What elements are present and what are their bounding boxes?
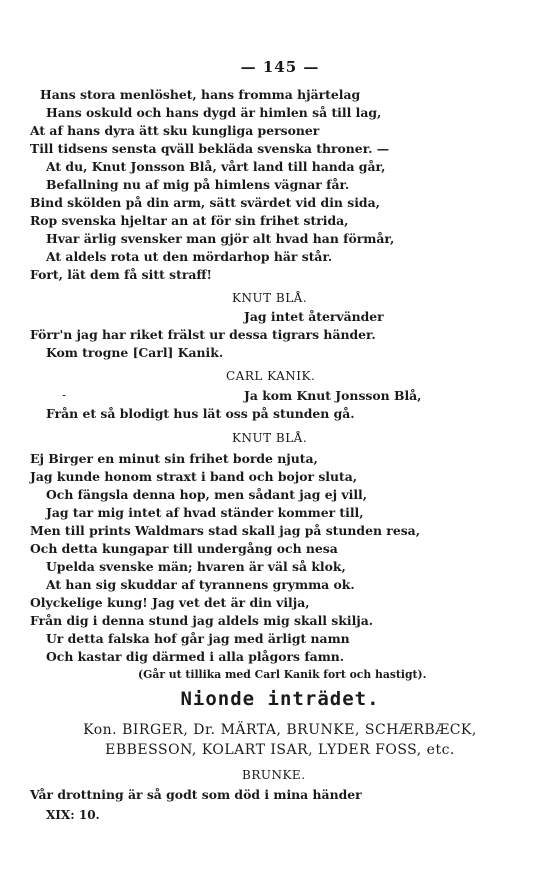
stage-direction: (Går ut tillika med Carl Kanik fort och hastigt). xyxy=(138,668,427,681)
verse-line: Till tidsens sensta qväll bekläda svenska throner. — xyxy=(30,141,390,156)
margin-mark: - xyxy=(62,388,67,402)
scene-heading: Nionde inträdet. xyxy=(180,688,380,710)
verse-line: Hans oskuld och hans dygd är himlen så till lag, xyxy=(46,105,382,120)
page-number: — 145 — xyxy=(240,58,320,76)
verse-line: Jag intet återvänder xyxy=(244,309,384,324)
verse-line: Från dig i denna stund jag aldels mig skall skilja. xyxy=(30,613,374,628)
printer-signature: XIX: 10. xyxy=(46,808,100,822)
verse-line: Hvar ärlig svensker man gjör alt hvad han förmår, xyxy=(46,231,395,246)
verse-line: Och detta kungapar till undergång och nesa xyxy=(30,541,338,556)
verse-line: Och kastar dig därmed i alla plågors famn. xyxy=(46,649,345,664)
speaker-name: BRUNKE. xyxy=(242,768,306,782)
verse-line: Och fängsla denna hop, men sådant jag ej vill, xyxy=(46,487,368,502)
speaker-name: CARL KANIK. xyxy=(226,369,316,383)
speaker-name: KNUT BLÅ. xyxy=(232,431,308,445)
verse-line: Bind skölden på din arm, sätt svärdet vid din sida, xyxy=(30,195,380,210)
verse-line: Ej Birger en minut sin frihet borde njuta, xyxy=(30,451,318,466)
verse-line: Vår drottning är så godt som död i mina händer xyxy=(30,787,362,802)
speaker-name: KNUT BLÅ. xyxy=(232,291,308,305)
verse-line: Kom trogne [Carl] Kanik. xyxy=(46,345,224,360)
cast-list-line: Kon. BIRGER, Dr. MÄRTA, BRUNKE, SCHÆRBÆCK, xyxy=(83,722,477,738)
verse-line: Förr'n jag har riket frälst ur dessa tigrars händer. xyxy=(30,327,376,342)
verse-line: Fort, lät dem få sitt straff! xyxy=(30,267,212,282)
cast-list-line: EBBESSON, KOLART ISAR, LYDER FOSS, etc. xyxy=(105,742,455,758)
verse-line: At af hans dyra ätt sku kungliga personer xyxy=(30,123,320,138)
verse-line: At du, Knut Jonsson Blå, vårt land till handa går, xyxy=(46,159,386,174)
verse-line: Jag kunde honom straxt i band och bojor sluta, xyxy=(30,469,358,484)
verse-line: Jag tar mig intet af hvad ständer kommer till, xyxy=(46,505,364,520)
verse-line: Olyckelige kung! Jag vet det är din vilja, xyxy=(30,595,310,610)
verse-line: At han sig skuddar af tyrannens grymma ok. xyxy=(46,577,355,592)
verse-line: Ja kom Knut Jonsson Blå, xyxy=(244,388,422,403)
verse-line: Ur detta falska hof går jag med ärligt namn xyxy=(46,631,350,646)
verse-line: Från et så blodigt hus lät oss på stunden gå. xyxy=(46,406,355,421)
verse-line: Rop svenska hjeltar an at för sin frihet strida, xyxy=(30,213,349,228)
verse-line: Hans stora menlöshet, hans fromma hjärtelag xyxy=(40,87,361,102)
verse-line: Men till prints Waldmars stad skall jag på stunden resa, xyxy=(30,523,421,538)
verse-line: Upelda svenske män; hvaren är väl så klok, xyxy=(46,559,346,574)
verse-line: At aldels rota ut den mördarhop här står. xyxy=(46,249,333,264)
verse-line: Befallning nu af mig på himlens vägnar får. xyxy=(46,177,350,192)
